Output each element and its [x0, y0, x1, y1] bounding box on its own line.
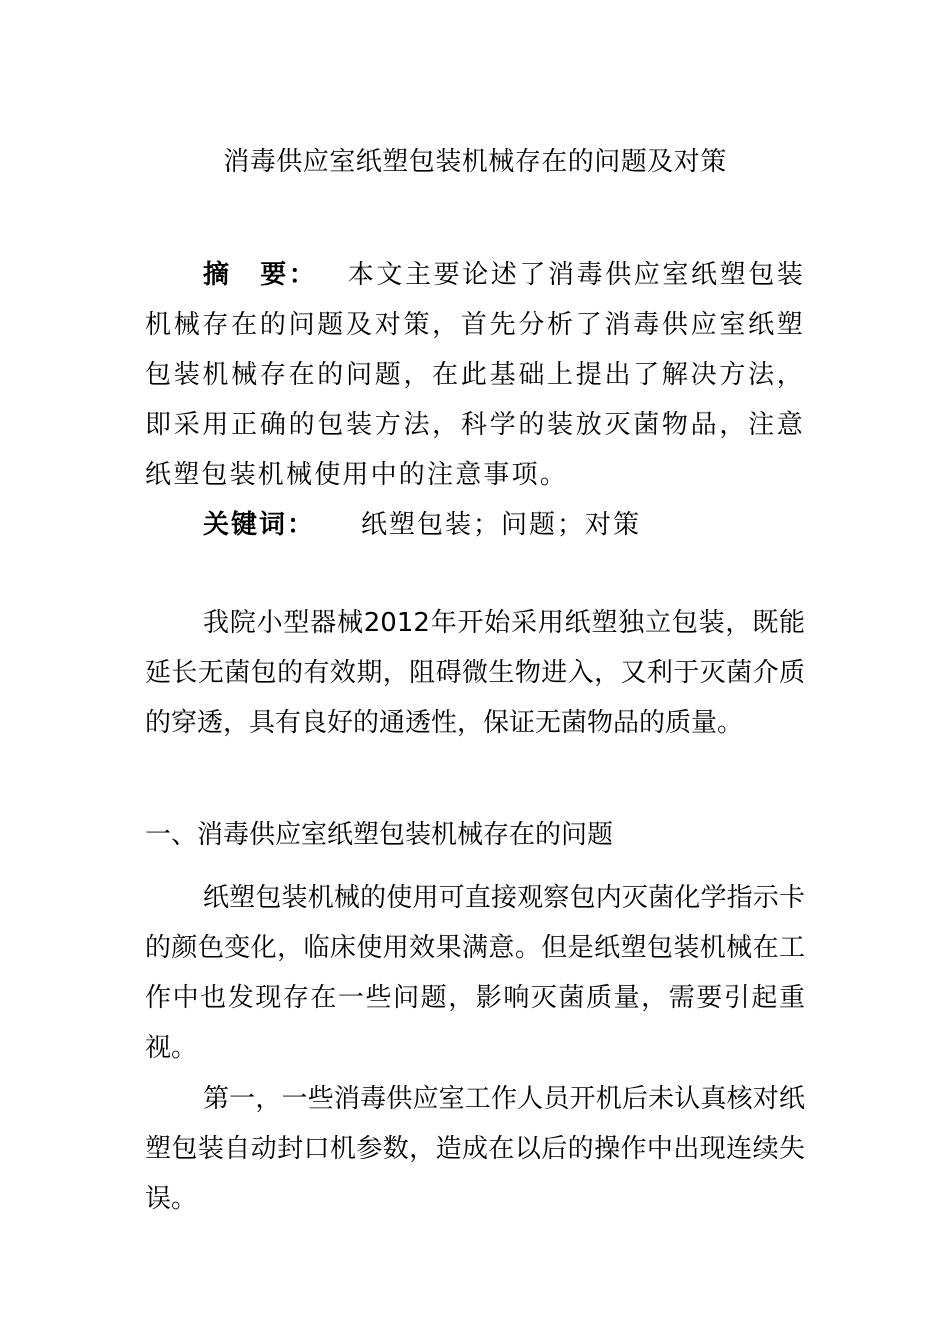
keywords-label: 关键词： — [203, 510, 316, 540]
abstract-label: 摘 要： — [203, 260, 318, 290]
body-paragraph-2 — [145, 1074, 805, 1224]
document-title: 消毒供应室纸塑包装机械存在的问题及对策 — [223, 147, 727, 177]
intro-text: 我院小型器械2012年开始采用纸塑独立包装，既能延长无菌包的有效期，阻碍微生物进入，又利于灭菌介质的穿透，具有良好的通透性，保证无菌物品的质量。 — [145, 608, 805, 738]
keywords-text: 纸塑包装；问题；对策 — [361, 510, 642, 540]
abstract-text: 本文主要论述了消毒供应室纸塑包装机械存在的问题及对策，首先分析了消毒供应室纸塑包装机械存在的问题，在此基础上提出了解决方法，即采用正确的包装方法，科学的装放灭菌物品，注意纸塑包装机械使用中的注意事项。 — [145, 260, 805, 490]
body-paragraph-2-text: 第一，一些消毒供应室工作人员开机后未认真核对纸塑包装自动封口机参数，造成在以后的操作中出现连续失误。 — [145, 1084, 805, 1214]
section-heading: 一、消毒供应室纸塑包装机械存在的问题 — [145, 820, 614, 850]
abstract-paragraph — [145, 250, 805, 500]
body-paragraph-1-text: 纸塑包装机械的使用可直接观察包内灭菌化学指示卡的颜色变化，临床使用效果满意。但是纸塑包装机械在工作中也发现存在一些问题，影响灭菌质量，需要引起重视。 — [145, 883, 805, 1063]
keywords-line — [145, 500, 805, 550]
intro-paragraph — [145, 598, 805, 748]
body-paragraph-1 — [145, 873, 805, 1073]
